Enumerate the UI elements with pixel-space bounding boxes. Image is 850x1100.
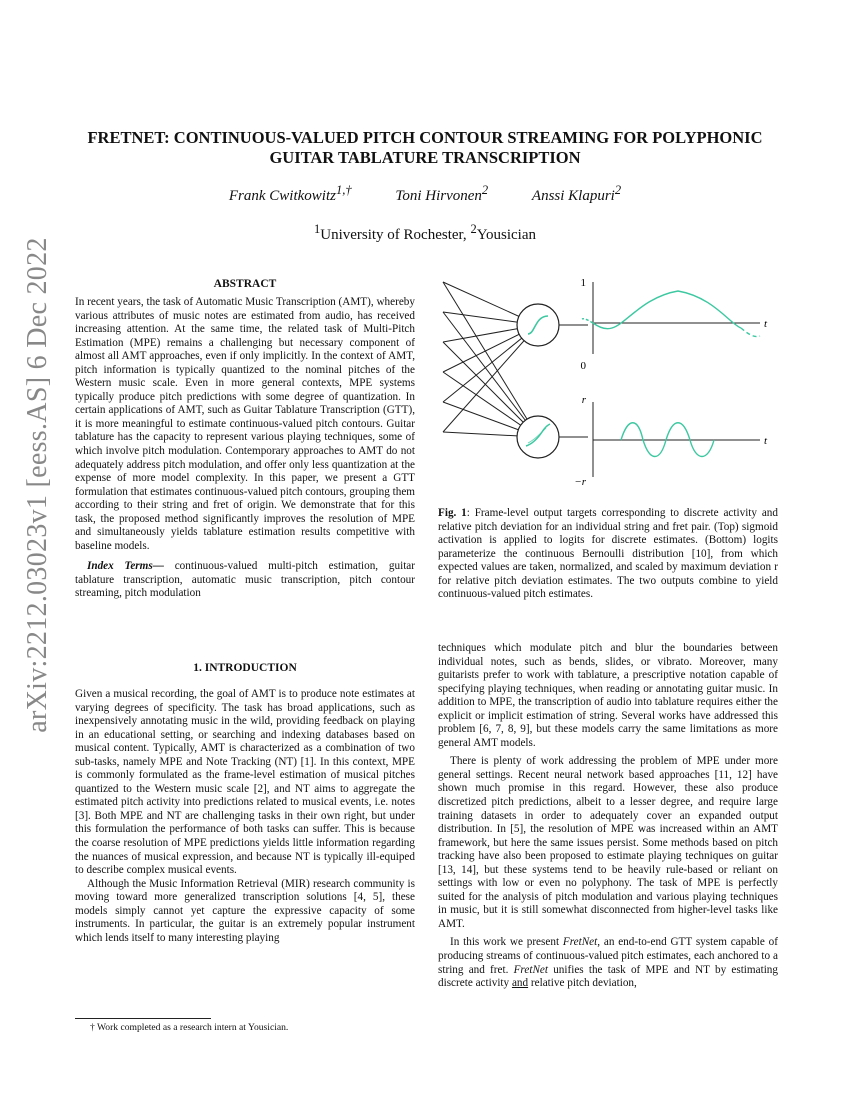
right-column-text (438, 642, 778, 991)
sigmoid-node (517, 304, 559, 346)
right-paragraph-2: There is plenty of work addressing the problem of MPE under more general settings. Recent neural network based approaches [11, 12] have shown much promise in this regard. However, these also produce discretized pitch predictions, albeit to a lesser degree, and require large training datasets in order to adequately cover an expanded output distribution. In [5], the resolution of MPE was increased within an AMT framework, but here the same issues persist. Some methods based on pitch tracking have also been proposed to estimate playing techniques on guitar [13, 14], but these systems tend to be heavily rule-based or reliant on settings with low or even no polyphony. The task of MPE is perfectly suited for the analysis of pitch modulation and various playing techniques in music, but it is still somewhat disconnected from higher-level tasks like AMT. (438, 755, 778, 930)
arxiv-sidebar (0, 0, 64, 1100)
continuous-bernoulli-node (517, 416, 559, 458)
top-y-label-bottom: 0 (580, 360, 586, 372)
paper-title (70, 128, 780, 168)
top-x-label: t (764, 318, 768, 330)
footnote: † Work completed as a research intern at Yousician. (90, 1022, 289, 1033)
figure-1-caption: Fig. 1: Frame-level output targets corresponding to discrete activity and relative pitch deviation for an individual string and fret pair. (Top) sigmoid activation is applied to logits for discrete estimates. (Bottom) logits parameterize the continuous Bernoulli distribution [10], from which expected values are taken, normalized, and scaled by maximum deviation r for relative pitch deviation estimates. The two outputs combine to yield continuous-valued pitch estimates. (438, 507, 778, 601)
pitch-deviation-plot (574, 394, 768, 488)
activation-curve-dashed (741, 328, 760, 337)
activation-plot (581, 277, 769, 372)
author-1: Frank Cwitkowitz$^{1,\dagger}$ (228, 183, 352, 204)
intro-paragraph-1: Given a musical recording, the goal of AMT is to produce note estimates at varying degrees of specificity. The task has broad applications, such as inexpensively annotating music in the wild, providing feedback on playing in an educational setting, or searching and indexing databases based on musical content. Typically, AMT is characterized as a combination of two sub-tasks, namely MPE and Note Tracking (NT) [1]. In this context, MPE is commonly formulated as the frame-level estimation of musical pitches quantized to the Western music scale [2], and NT aims to aggregate the estimated pitch activity into predictions related to musical events, i.e. notes [3]. Both MPE and NT are challenging tasks in their own right, but under this formulation the performance of both tasks can suffer. This is because the coarse resolution of MPE predictions yields little information regarding the nuances of musical expression, and because NT is typically ill-equiped to describe complex musical events. (75, 688, 415, 877)
right-paragraph-1: techniques which modulate pitch and blur the boundaries between individual notes, such as bends, slides, or vibrato. Moreover, many guitarists prefer to work with tablature, a prescriptive notation capable of specifying playing techniques, when reading or annotating guitar music. In addition to MPE, the transcription of audio into tablature requires either the explicit or implicit estimation of string. Several works have addressed this problem [6, 7, 8, 9], but these models carry the same limitations as more general AMT models. (438, 642, 778, 749)
footnote-rule (75, 1018, 211, 1019)
figure-1-diagram (438, 272, 778, 498)
intro-paragraph-2: Although the Music Information Retrieval (MIR) research community is moving toward more generalized transcription solutions [4, 5], these models simply cannot yet capture the expressive capacity of some instruments. In particular, the guitar is an extremely popular instrument which lends itself to many interesting playing (75, 877, 415, 944)
introduction-section (75, 662, 415, 945)
affiliation: $^1$University of Rochester, $^2$Yousician (313, 222, 537, 243)
network-connections (443, 282, 538, 437)
author-3: Anssi Klapuri$^2$ (531, 183, 622, 204)
abstract-heading: ABSTRACT (213, 278, 277, 290)
bottom-x-label: t (764, 435, 768, 447)
title-line-2: GUITAR TABLATURE TRANSCRIPTION (269, 148, 581, 167)
right-paragraph-3: In this work we present FretNet, an end-to-end GTT system capable of producing streams of continuous-valued pitch estimates, each anchored to a string and fret. FretNet unifies the task of MPE and NT by estimating discrete activity and relative pitch deviation, (438, 936, 778, 990)
author-list (70, 183, 780, 205)
author-2: Toni Hirvonen$^2$ (395, 183, 489, 204)
abstract-section (75, 278, 415, 601)
title-line-1: FRETNET: CONTINUOUS-VALUED PITCH CONTOUR STREAMING FOR POLYPHONIC (87, 128, 763, 147)
abstract-text: In recent years, the task of Automatic Music Transcription (AMT), whereby various attributes of music notes are estimated from audio, has received increasing attention. At the same time, the related task of Multi-Pitch Estimation (MPE) remains a challenging but necessary component of almost all AMT approaches, even if only implicitly. In the context of AMT, pitch information is typically quantized to the nominal pitches of the Western music scale. Even in more general contexts, MPE systems typically produce pitch predictions with some degree of quantization. In certain applications of AMT, such as Guitar Tablature Transcription (GTT), it is more meaningful to estimate continuous-valued pitch contours. Guitar tablature has the capacity to represent various playing techniques, some of which involve pitch modulation. Contemporary approaches to AMT do not adequately address pitch modulation, and offer only less quantization at the expense of more model complexity. In this paper, we present a GTT formulation that estimates continuous-valued pitch contours, grouping them according to their string and fret of origin. We demonstrate that for this task, the proposed method significantly improves the resolution of MPE and simultaneously yields tablature estimation results competitive with baseline models. (75, 296, 415, 552)
introduction-heading: 1. INTRODUCTION (193, 662, 297, 674)
index-terms: Index Terms— continuous-valued multi-pitch estimation, guitar tablature transcription, automatic music transcription, pitch contour streaming, pitch modulation (75, 560, 415, 600)
top-y-label-top: 1 (580, 277, 586, 289)
bottom-y-label-bottom: −r (574, 476, 586, 488)
arxiv-identifier: arXiv:2212.03023v1 [eess.AS] 6 Dec 2022 (22, 237, 53, 733)
bottom-y-label-top: r (581, 394, 586, 406)
